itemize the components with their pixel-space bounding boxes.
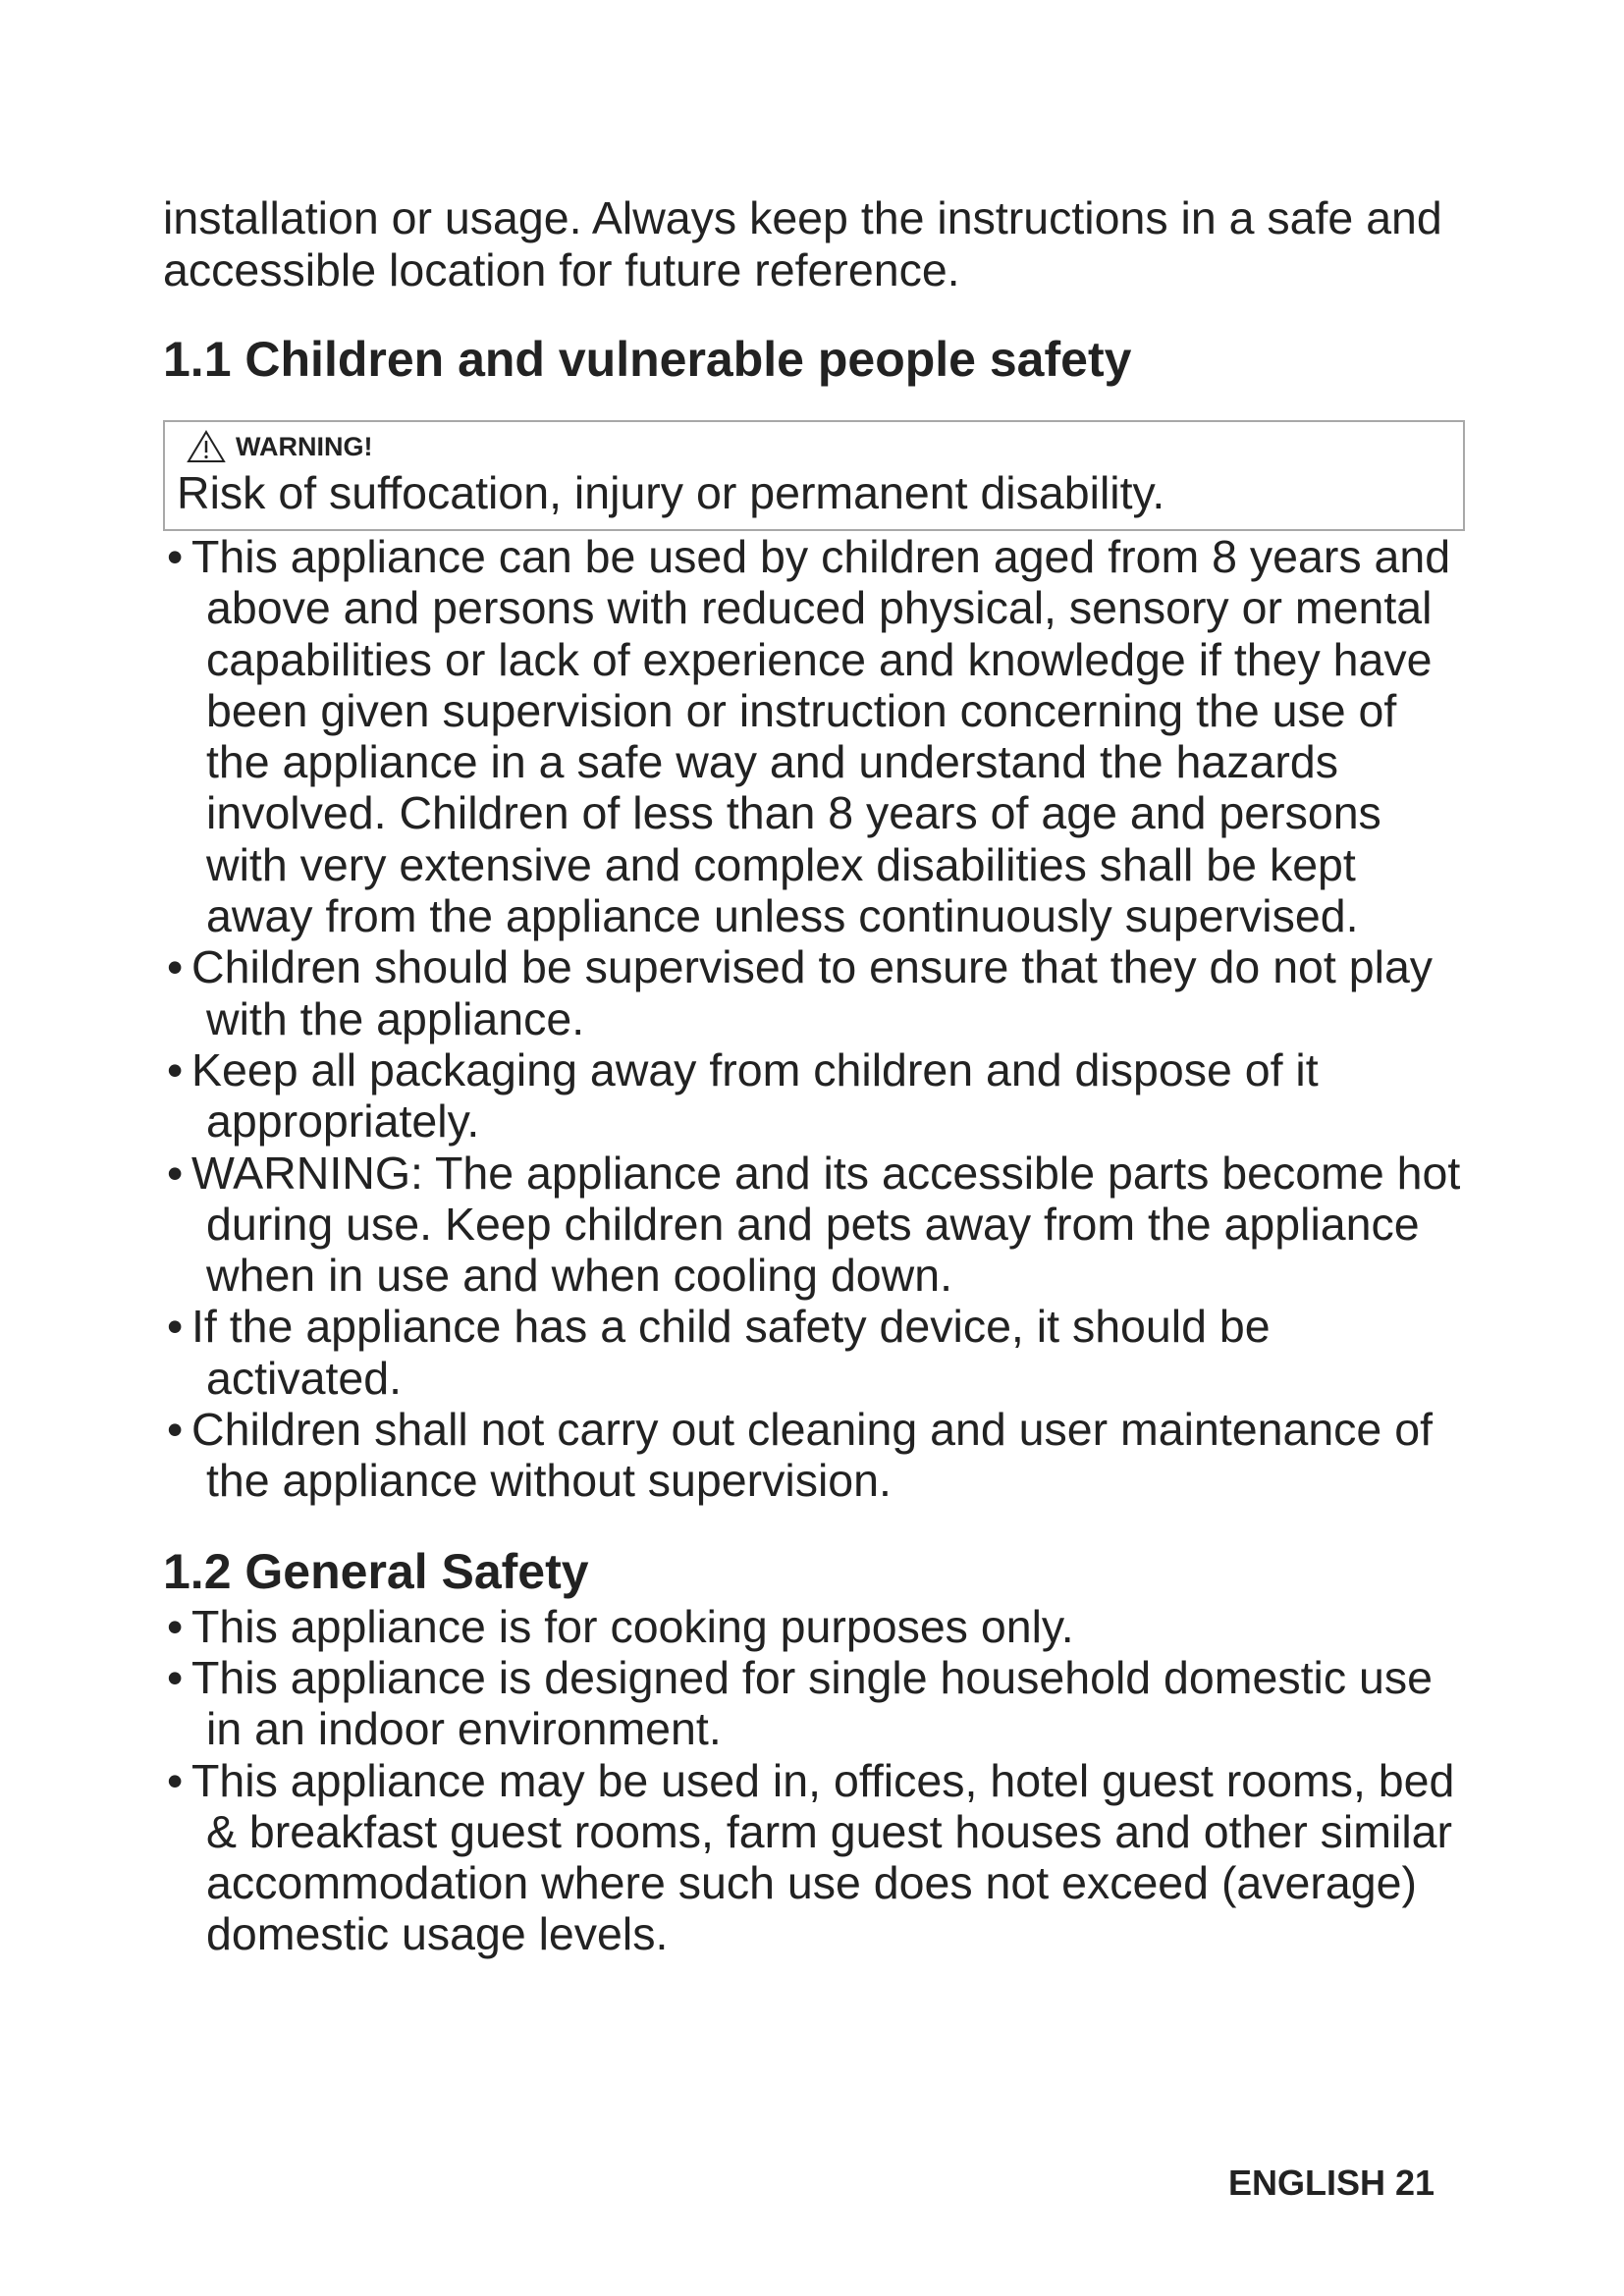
bullet-icon: • xyxy=(167,1301,184,1353)
bullet-icon: • xyxy=(167,1404,184,1456)
list-item: • Children shall not carry out cleaning and user maintenance of the appliance without supervision. xyxy=(167,1404,1433,1507)
warning-text: Risk of suffocation, injury or permanent disability. xyxy=(177,467,1165,518)
list-item: • This appliance is for cooking purposes only. xyxy=(167,1600,1074,1652)
general-safety-list xyxy=(163,1601,1469,1960)
bullet-icon: • xyxy=(167,1754,184,1806)
list-item: • Children should be supervised to ensure that they do not play with the appliance. xyxy=(167,941,1434,1044)
warning-header xyxy=(177,429,1451,464)
warning-triangle-icon xyxy=(187,430,226,463)
children-safety-list xyxy=(163,531,1469,1507)
bullet-icon: • xyxy=(167,1651,184,1703)
list-item: • If the appliance has a child safety device, it should be activated. xyxy=(167,1301,1271,1404)
warning-label: WARNING! xyxy=(236,432,373,461)
bullet-icon: • xyxy=(167,1043,184,1095)
list-item: • Keep all packaging away from children and dispose of it appropriately. xyxy=(167,1043,1319,1148)
list-item: • This appliance can be used by children aged from 8 years and above and persons with reduced physical, sensory or mental capabilities or lack of experience and knowledge if they have been given supervision or instruction concerning the use of the appliance in a safe way and understand the hazards involved. Children of less than 8 years of age and persons with very extensive and complex disabilities shall be kept away from the appliance unless continuously supervised. xyxy=(167,531,1451,942)
warning-box xyxy=(163,420,1465,531)
section-heading-children-safety: 1.1 Children and vulnerable people safety xyxy=(163,332,1132,387)
list-item: • This appliance may be used in, offices, hotel guest rooms, bed & breakfast guest rooms, farm guest houses and other similar accommodation where such use does not exceed (average) domestic usage levels. xyxy=(167,1754,1455,1960)
page-content xyxy=(163,192,1469,1960)
intro-paragraph: installation or usage. Always keep the instructions in a safe and accessible location for future reference. xyxy=(163,192,1442,295)
bullet-icon: • xyxy=(167,1147,184,1199)
bullet-icon: • xyxy=(167,1600,184,1652)
bullet-icon: • xyxy=(167,531,184,582)
page-number: ENGLISH 21 xyxy=(1227,2163,1435,2203)
section-heading-general-safety: 1.2 General Safety xyxy=(163,1543,589,1599)
list-item: • This appliance is designed for single household domestic use in an indoor environment. xyxy=(167,1651,1434,1755)
list-item: • WARNING: The appliance and its accessible parts become hot during use. Keep children and pets away from the appliance when in use and when cooling down. xyxy=(167,1147,1461,1302)
bullet-icon: • xyxy=(167,941,184,993)
